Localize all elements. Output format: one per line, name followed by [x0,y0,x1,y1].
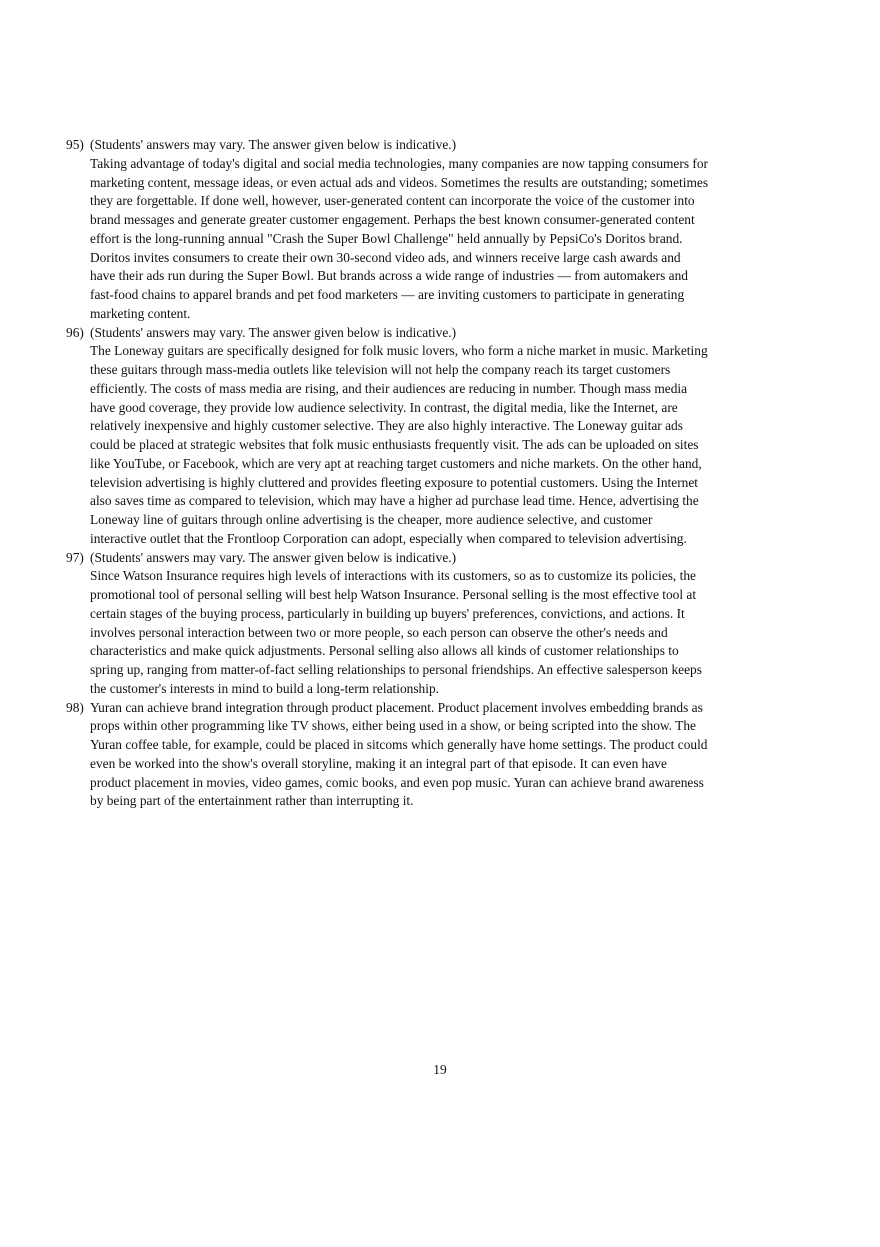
answer-text-line: relatively inexpensive and highly customer selective. They are also highly interactive. The Loneway guitar ads [90,418,683,434]
answer-item [66,324,766,549]
answer-number: 96) [66,324,84,340]
answer-text-line: product placement in movies, video games, comic books, and even pop music. Yuran can achieve brand awareness [90,774,704,790]
answer-text-line: involves personal interaction between two or more people, so each person can observe the other's needs and [90,624,668,640]
answer-text-line: marketing content, message ideas, or even actual ads and videos. Sometimes the results are outstanding; sometimes [90,174,709,190]
answer-text-line: props within other programming like TV shows, either being used in a show, or being scripted into the show. The [90,718,696,734]
answer-text-line: the customer's interests in mind to build a long-term relationship. [90,680,440,696]
answer-number: 98) [66,699,84,715]
answer-text-line: marketing content. [90,305,191,321]
answer-text-line: have their ads run during the Super Bowl. But brands across a wide range of industries — from automakers and [90,268,688,284]
answer-text-line: interactive outlet that the Frontloop Corporation can adopt, especially when compared to television advertising. [90,530,687,546]
answer-text-line: promotional tool of personal selling will best help Watson Insurance. Personal selling is the most effective tool at [90,587,697,602]
answer-text-line: spring up, ranging from matter-of-fact selling relationships to personal friendships. An effective salesperson keeps [90,662,702,677]
answer-text-line: efficiently. The costs of mass media are rising, and their audiences are reducing in number. Though mass media [90,380,688,396]
answer-item [66,136,766,324]
answer-item [66,549,766,699]
answer-text-line: also saves time as compared to television, which may have a higher ad purchase lead time. Hence, advertising the [90,493,699,509]
answer-item [66,699,766,812]
answer-text-line: Yuran can achieve brand integration through product placement. Product placement involves embedding brands as [90,699,703,715]
answer-text-line: (Students' answers may vary. The answer given below is indicative.) [90,137,457,152]
answer-text-line: fast-food chains to apparel brands and pet food marketers — are inviting customers to participate in generating [90,287,685,302]
answer-text-line: The Loneway guitars are specifically designed for folk music lovers, who form a niche market in music. Marketing [90,343,708,359]
answer-text-line: Yuran coffee table, for example, could be placed in sitcoms which generally have home settings. The product could [90,737,708,752]
answer-text-line: even be worked into the show's overall storyline, making it an integral part of that episode. It can even have [90,755,667,771]
answer-text-line: could be placed at strategic websites that folk music enthusiasts frequently visit. The ads can be uploaded on sites [90,437,699,452]
answer-text-line: effort is the long-running annual "Crash the Super Bowl Challenge" held annually by PepsiCo's Doritos brand. [90,230,683,246]
answer-text-line: (Students' answers may vary. The answer given below is indicative.) [90,324,457,340]
answer-text-line: have good coverage, they provide low audience selectivity. In contrast, the digital media, like the Internet, are [90,399,678,415]
answer-text-line: like YouTube, or Facebook, which are very apt at reaching target customers and niche markets. On the other hand, [90,455,702,471]
answer-text-line: brand messages and generate greater customer engagement. Perhaps the best known consumer-generated content [90,212,695,227]
answer-list [66,136,766,811]
answer-text-line: certain stages of the buying process, particularly in building up buyers' preferences, convictions, and actions. It [90,605,685,621]
answer-text-line: (Students' answers may vary. The answer given below is indicative.) [90,549,457,565]
answer-text-line: Doritos invites consumers to create their own 30-second video ads, and winners receive large cash awards and [90,249,681,265]
answer-text-line: television advertising is highly cluttered and provides fleeting exposure to potential customers. Using the Internet [90,474,699,490]
answer-text-line: Taking advantage of today's digital and social media technologies, many companies are now tapping consumers for [90,155,709,171]
answer-text-line: characteristics and make quick adjustments. Personal selling also allows all kinds of customer relationships to [90,643,679,659]
answer-text-line: these guitars through mass-media outlets like television will not help the company reach its target customers [90,362,671,377]
answer-number: 97) [66,549,84,565]
answer-text-line: Since Watson Insurance requires high levels of interactions with its customers, so as to customize its policies, the [90,568,696,584]
answer-number: 95) [66,137,84,152]
answer-text-line: by being part of the entertainment rather than interrupting it. [90,793,414,809]
page-number: 19 [433,1062,447,1077]
answer-text-line: they are forgettable. If done well, however, user-generated content can incorporate the voice of the customer into [90,193,695,209]
answer-text-line: Loneway line of guitars through online advertising is the cheaper, more audience selective, and customer [90,512,653,527]
